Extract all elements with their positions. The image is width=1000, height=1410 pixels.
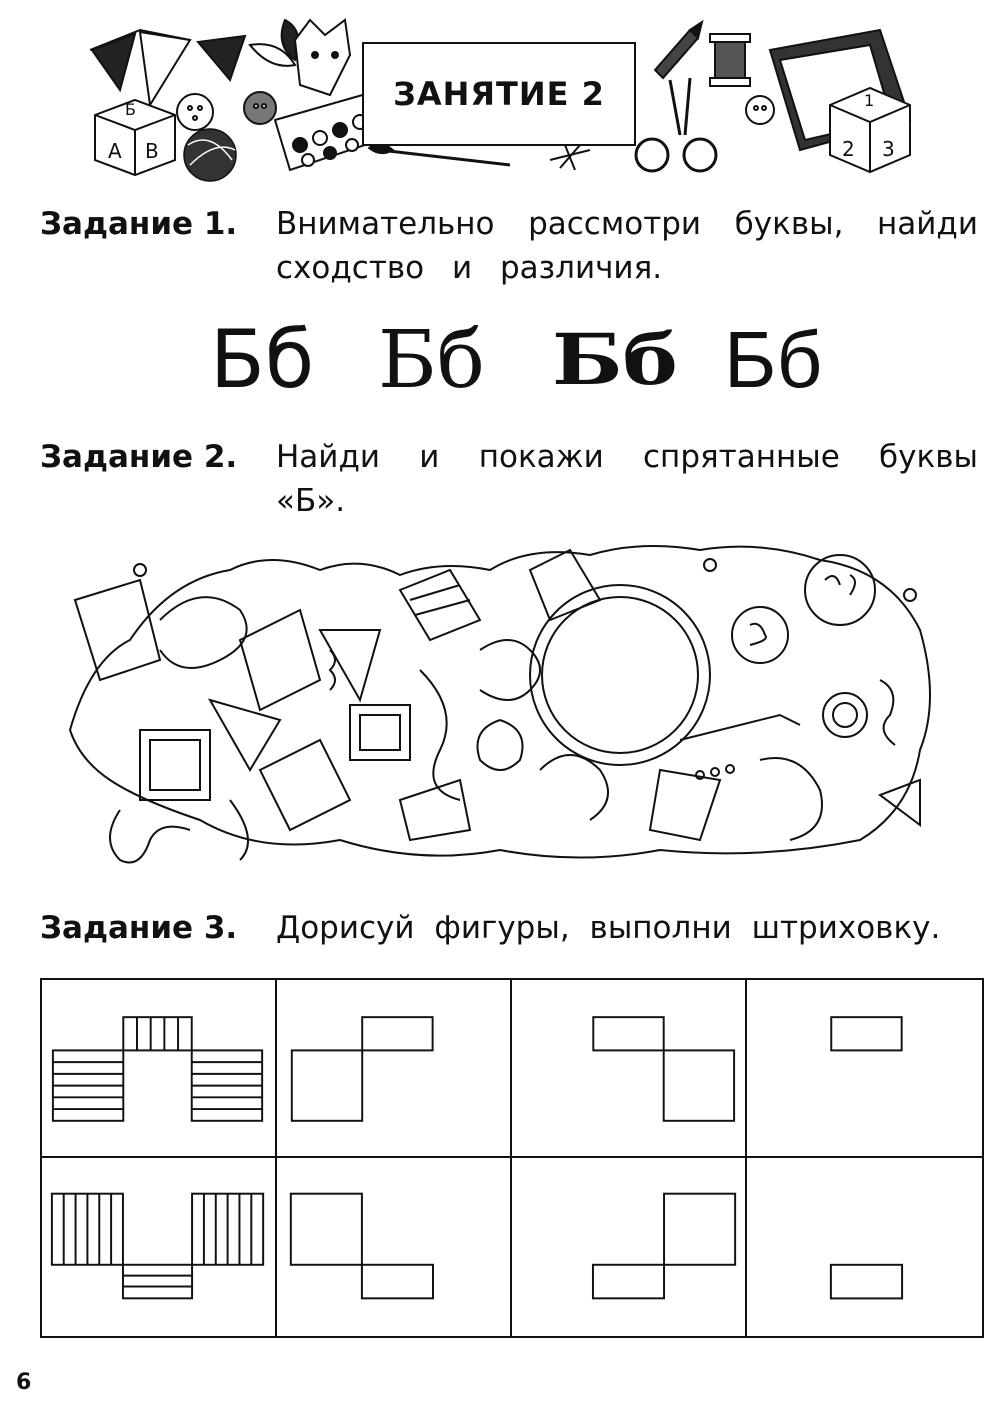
grid-cell-draw[interactable] — [277, 980, 512, 1158]
task-1 — [40, 202, 978, 290]
grid-cell-draw[interactable] — [747, 980, 982, 1158]
thread-spool-icon — [710, 34, 750, 86]
task-3-label: Задание 3. — [40, 910, 238, 946]
task-1-text-line2: сходство и различия. — [276, 250, 663, 286]
grid-cell-draw[interactable] — [512, 980, 747, 1158]
button-icon — [244, 92, 276, 124]
lesson-title-box — [362, 42, 636, 146]
letter-sample-1: Бб — [210, 313, 315, 406]
cat-box-icon — [295, 20, 350, 95]
pencil-icon — [655, 22, 702, 78]
page-number: 6 — [16, 1370, 32, 1395]
task-3-text: Дорисуй фигуры, выполни штриховку. — [276, 910, 941, 946]
scissors-icon — [636, 78, 716, 171]
button-icon — [746, 96, 774, 124]
task-1-label: Задание 1. — [40, 206, 238, 242]
yarn-ball-icon — [184, 129, 236, 181]
task-2-text-line2: «Б». — [276, 483, 346, 519]
paintbrush-icon — [370, 144, 510, 165]
leaf-icon — [250, 20, 298, 66]
grid-cell-draw[interactable] — [277, 1158, 512, 1336]
letter-sample-3: Бб — [552, 318, 678, 401]
leaf-icon — [550, 145, 590, 170]
svg-text:А: А — [108, 139, 122, 163]
letter-sample-4: Бб — [724, 315, 823, 404]
button-icon — [177, 94, 213, 130]
task-2-text-line1: Найди и покажи спрятанные буквы — [276, 439, 978, 475]
letter-samples — [0, 310, 1000, 410]
task-3 — [40, 906, 978, 950]
lesson-title: ЗАНЯТИЕ 2 — [393, 75, 605, 113]
svg-text:1: 1 — [864, 91, 875, 110]
svg-text:В: В — [145, 139, 159, 163]
svg-text:2: 2 — [842, 137, 855, 161]
grid-cell-draw[interactable] — [747, 1158, 982, 1336]
grid-cell-sample-bottom — [42, 1158, 277, 1336]
bunting-flags-icon — [90, 30, 245, 105]
task-2-label: Задание 2. — [40, 439, 238, 475]
svg-text:3: 3 — [882, 137, 895, 161]
grid-cell-sample-top — [42, 980, 277, 1158]
grid-cell-draw[interactable] — [512, 1158, 747, 1336]
task-2 — [40, 435, 978, 523]
drawing-grid — [40, 978, 984, 1338]
letter-cube-icon — [95, 100, 175, 175]
hidden-letters-puzzle[interactable] — [60, 540, 940, 870]
svg-text:Б: Б — [125, 100, 136, 119]
number-cube-icon — [830, 88, 910, 172]
letter-sample-2: Бб — [378, 313, 485, 406]
task-1-text-line1: Внимательно рассмотри буквы, найди — [276, 206, 978, 242]
